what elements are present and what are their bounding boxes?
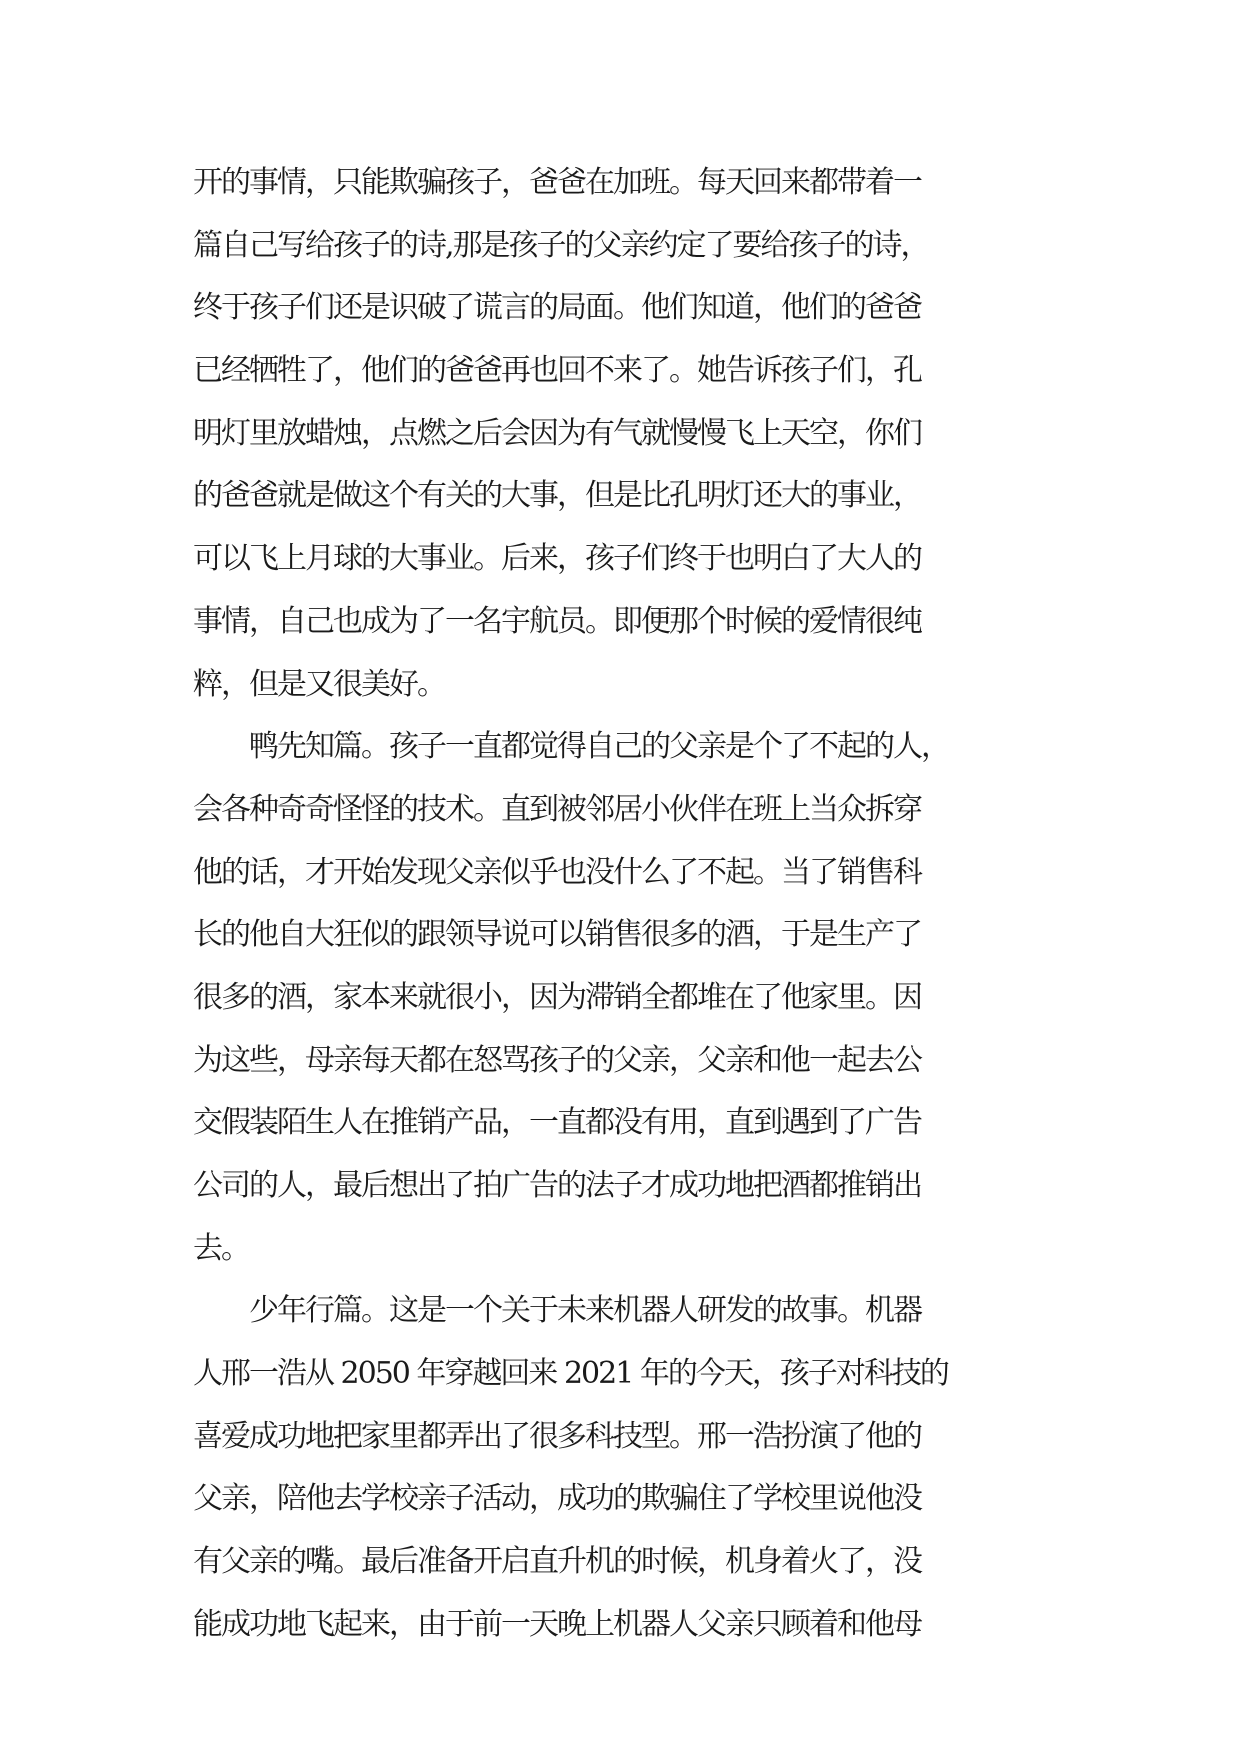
text-line: 去。 (193, 1230, 249, 1266)
text-line: 事情，自己也成为了一名宇航员。即便那个时候的爱情很纯 (193, 603, 921, 639)
text-line: 粹，但是又很美好。 (193, 666, 445, 702)
text-line: 父亲，陪他去学校亲子活动，成功的欺骗住了学校里说他没 (193, 1481, 921, 1517)
text-line: 为这些，母亲每天都在怒骂孩子的父亲，父亲和他一起去公 (193, 1042, 921, 1078)
text-line: 篇自己写给孩子的诗,那是孩子的父亲约定了要给孩子的诗， (193, 227, 929, 263)
text-line: 公司的人，最后想出了拍广告的法子才成功地把酒都推销出 (193, 1168, 921, 1203)
text-line: 会各种奇奇怪怪的技术。直到被邻居小伙伴在班上当众拆穿 (193, 791, 921, 827)
text-line: 人邢一浩从 2050 年穿越回来 2021 年的今天，孩子对科技的 (193, 1356, 948, 1392)
text-line: 开的事情，只能欺骗孩子，爸爸在加班。每天回来都带着一 (193, 165, 921, 200)
text-line: 的爸爸就是做这个有关的大事，但是比孔明灯还大的事业， (193, 478, 921, 514)
text-line: 喜爱成功地把家里都弄出了很多科技型。邢一浩扮演了他的 (193, 1418, 921, 1454)
document-body (193, 152, 1093, 1657)
text-line: 终于孩子们还是识破了谎言的局面。他们知道，他们的爸爸 (193, 290, 921, 326)
paragraph-start-line: 鸭先知篇。孩子一直都觉得自己的父亲是个了不起的人， (193, 729, 949, 765)
text-line: 很多的酒，家本来就很小，因为滞销全都堆在了他家里。因 (193, 979, 921, 1015)
text-line: 明灯里放蜡烛，点燃之后会因为有气就慢慢飞上天空，你们 (193, 415, 921, 451)
text-line: 他的话，才开始发现父亲似乎也没什么了不起。当了销售科 (193, 854, 921, 890)
text-line: 长的他自大狂似的跟领导说可以销售很多的酒，于是生产了 (193, 917, 921, 953)
text-line: 有父亲的嘴。最后准备开启直升机的时候，机身着火了，没 (193, 1544, 921, 1580)
text-line: 可以飞上月球的大事业。后来，孩子们终于也明白了大人的 (193, 541, 921, 577)
text-line: 已经牺牲了，他们的爸爸再也回不来了。她告诉孩子们，孔 (193, 353, 921, 389)
paragraph-start-line: 少年行篇。这是一个关于未来机器人研发的故事。机器 (193, 1293, 921, 1329)
text-line: 交假装陌生人在推销产品，一直都没有用，直到遇到了广告 (193, 1105, 921, 1141)
text-line: 能成功地飞起来，由于前一天晚上机器人父亲只顾着和他母 (193, 1606, 921, 1642)
